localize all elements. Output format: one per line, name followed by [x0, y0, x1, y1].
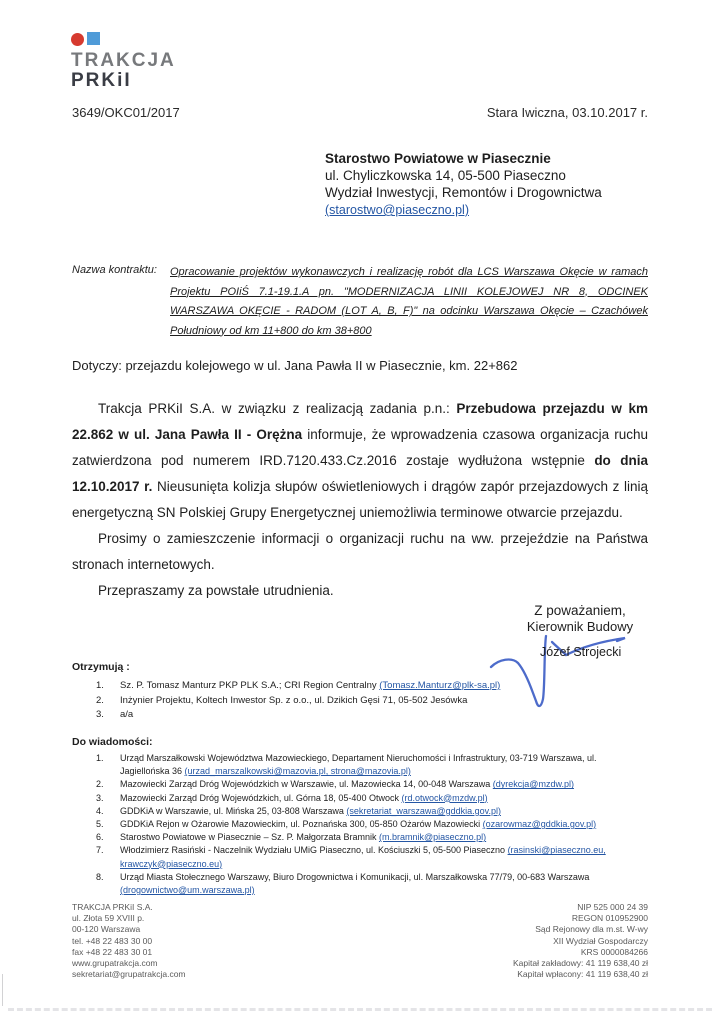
email-link[interactable]: (rd.otwock@mzdw.pl) — [401, 792, 488, 803]
list-item-text-segment: Inżynier Projektu, Koltech Inwestor Sp. z o.o., ul. Dzikich Gęsi 71, 05-502 Jesówka — [120, 694, 468, 706]
list-item-number: 1. — [96, 753, 104, 763]
list-item — [72, 792, 648, 805]
footer-line: fax +48 22 483 30 01 — [72, 946, 153, 957]
contract-label: Nazwa kontraktu: — [72, 264, 157, 276]
footer-line: sekretariat@grupatrakcja.com — [72, 969, 186, 980]
recipient-name: Starostwo Powiatowe w Piasecznie — [325, 151, 551, 166]
list-item-text — [120, 792, 648, 805]
brand-name-prkii: PRKiI — [71, 70, 132, 91]
list-item-text-segment: Starostwo Powiatowe w Piasecznie – Sz. P. Małgorzata Bramnik — [120, 832, 379, 843]
cc-list — [72, 752, 648, 897]
reference-number: 3649/OKC01/2017 — [72, 105, 180, 120]
email-link[interactable]: (m.bramnik@piaseczno.pl) — [378, 832, 487, 843]
email-link[interactable]: (Tomasz.Manturz@plk-sa.pl) — [379, 680, 501, 691]
list-item-number: 6. — [96, 832, 104, 843]
recipient-address-line2: Wydział Inwestycji, Remontów i Drogownictwa — [325, 185, 602, 200]
list-item-text-segment: Sz. P. Tomasz Manturz PKP PLK S.A.; CRI Region Centralny — [120, 680, 380, 691]
list-item-number: 8. — [96, 871, 104, 882]
body-text: Trakcja PRKiI S.A. w związku z realizacją zadania p.n.: — [98, 401, 457, 416]
reference-row — [72, 105, 648, 120]
logo-blue-square-icon — [87, 32, 100, 45]
list-item — [72, 871, 648, 897]
list-item-number: 2. — [96, 694, 104, 706]
footer-line: ul. Złota 59 XVIII p. — [72, 913, 145, 924]
footer-line: Kapitał wpłacony: 41 119 638,40 zł — [517, 969, 648, 980]
cc-list-heading: Do wiadomości: — [72, 736, 153, 748]
list-item-text — [120, 844, 648, 870]
logo-shapes — [71, 33, 176, 48]
list-item — [72, 778, 648, 791]
list-item-number: 1. — [96, 680, 104, 691]
scan-artifact-edge-line — [2, 974, 3, 1006]
list-item-text — [120, 752, 648, 778]
signer-name: Józef Strojecki — [540, 645, 622, 659]
subject-line: Dotyczy: przejazdu kolejowego w ul. Jana Pawła II w Piasecznie, km. 22+862 — [72, 358, 518, 373]
list-item-number: 3. — [96, 792, 104, 803]
list-item-text-segment: Urząd Marszałkowski Województwa Mazowieckiego, Departament Nieruchomości i Infrastruktury, 03-719 Warszawa, ul. Jagiellońska 36 — [120, 753, 597, 777]
place-date: Stara Iwiczna, 03.10.2017 r. — [486, 105, 648, 120]
list-item — [72, 818, 648, 831]
body-text: Nieusunięta kolizja słupów oświetleniowych i drągów zapór przejazdowych z linią energetyczną SN Polskiej Grupy Energetycznej uniemożliwia terminowe otwarcie przejazdu. — [72, 479, 648, 520]
body-text: informuje, że wprowadzenia czasowa organizacja ruchu zatwierdzona pod numerem IRD.7120.433.Cz.2016 zostaje wydłużona wstępnie — [72, 427, 649, 468]
body-text-bold: Przebudowa przejazdu w km 22.862 w ul. Jana Pawła II - Orężna — [72, 401, 648, 442]
contract-title: Opracowanie projektów wykonawczych i realizację robót dla LCS Warszawa Okęcie w ramach Projektu POIiŚ 7.1-19.1.A pn. "MODERNIZACJA LINII KOLEJOWEJ NR 8, ODCINEK WARSZAWA OKĘCIE - RADOM (LOT A, B, F)" na odcinku Warszawa Okęcie – Czachówek Południowy od km 11+800 do km 38+800 — [170, 266, 648, 337]
footer-line: www.grupatrakcja.com — [72, 958, 158, 969]
list-item-number: 3. — [96, 709, 104, 720]
brand-name-trakcja: TRAKCJA — [71, 50, 176, 71]
list-item-number: 5. — [96, 819, 104, 830]
list-item-text — [120, 831, 648, 844]
recipient-address-line1: ul. Chyliczkowska 14, 05-500 Piaseczno — [325, 168, 566, 183]
closing-phrase: Z poważaniem, — [534, 603, 626, 618]
contract-block — [72, 263, 648, 341]
footer-line: XII Wydział Gospodarczy — [553, 935, 648, 946]
list-item-text-segment: GDDKiA w Warszawie, ul. Mińska 25, 03-808 Warszawa — [120, 805, 347, 816]
list-item-text-segment: Mazowiecki Zarząd Dróg Wojewódzkich w Warszawie, ul. Mazowiecka 14, 00-048 Warszawa — [120, 779, 493, 790]
email-link[interactable]: (rasinski@piaseczno.eu, krawczyk@piaseczno.eu) — [120, 845, 606, 869]
list-item — [72, 708, 648, 723]
letter-body — [72, 396, 648, 604]
list-item-text — [120, 778, 648, 791]
list-item-text — [120, 871, 648, 897]
list-item — [72, 831, 648, 844]
footer-line: 00-120 Warszawa — [72, 924, 141, 935]
list-item-text — [120, 694, 648, 709]
list-item-text-segment: Włodzimierz Rasiński - Naczelnik Wydziału UMiG Piaseczno, ul. Kościuszki 5, 05-500 Piaseczno — [120, 845, 508, 856]
list-item — [72, 694, 648, 709]
logo-red-dot-icon — [71, 33, 84, 46]
footer-line: TRAKCJA PRKiI S.A. — [72, 902, 153, 912]
footer-line: Sąd Rejonowy dla m.st. W-wy — [535, 924, 648, 935]
email-link[interactable]: (urzad_marszalkowski@mazovia.pl, strona@mazovia.pl) — [184, 766, 411, 777]
list-item-text-segment: Urząd Miasta Stołecznego Warszawy, Biuro Drogownictwa i Komunikacji, ul. Marszałkowska 77/79, 00-683 Warszawa — [120, 871, 590, 882]
list-item-text-segment: a/a — [120, 709, 134, 720]
footer-line: KRS 0000084266 — [580, 946, 648, 957]
company-logo — [71, 33, 176, 91]
list-item-text — [120, 805, 648, 818]
list-item-text-segment: Mazowiecki Zarząd Dróg Wojewódzkich, ul. Górna 18, 05-400 Otwock — [120, 792, 402, 803]
footer-company-details — [72, 902, 186, 980]
footer-registry-details — [513, 902, 648, 980]
email-link[interactable]: (dyrekcja@mzdw.pl) — [492, 779, 574, 790]
list-item — [72, 805, 648, 818]
list-item — [72, 844, 648, 870]
email-link[interactable]: (ozarowmaz@gddkia.gov.pl) — [482, 819, 597, 830]
recipients-list — [72, 679, 648, 723]
recipients-list-section — [72, 661, 648, 723]
signer-title: Kierownik Budowy — [526, 619, 634, 634]
footer-line: NIP 525 000 24 39 — [577, 902, 648, 912]
recipients-list-heading: Otrzymują : — [72, 661, 130, 673]
list-item-number: 4. — [96, 805, 104, 816]
list-item — [72, 679, 648, 694]
list-item-text — [120, 679, 648, 694]
body-text-bold: do dnia 12.10.2017 r. — [72, 453, 648, 494]
footer-line: tel. +48 22 483 30 00 — [72, 935, 153, 946]
body-paragraph-1 — [72, 396, 648, 526]
body-paragraph-3: Przepraszamy za powstałe utrudnienia. — [98, 583, 334, 598]
list-item-number: 7. — [96, 845, 104, 856]
list-item-text — [120, 708, 648, 723]
closing-block — [505, 603, 655, 634]
footer-line: REGON 010952900 — [571, 913, 648, 924]
email-link[interactable]: (drogownictwo@um.warszawa.pl) — [120, 885, 255, 896]
list-item — [72, 752, 648, 778]
list-item-number: 2. — [96, 779, 104, 790]
list-item-text-segment: GDDKiA Rejon w Ożarowie Mazowieckim, ul. Poznańska 300, 05-850 Ożarów Mazowiecki — [120, 819, 483, 830]
recipient-block — [325, 150, 602, 219]
scan-artifact-dashed-line — [8, 1008, 712, 1011]
body-paragraph-2: Prosimy o zamieszczenie informacji o organizacji ruchu na ww. przejeździe na Państwa stronach internetowych. — [72, 531, 648, 572]
letter-footer — [72, 902, 648, 980]
footer-line: Kapitał zakładowy: 41 119 638,40 zł — [513, 958, 648, 969]
recipient-email-link[interactable]: (starostwo@piaseczno.pl) — [325, 203, 469, 217]
cc-list-section — [72, 736, 648, 897]
email-link[interactable]: (sekretariat_warszawa@gddkia.gov.pl) — [346, 805, 501, 816]
list-item-text — [120, 818, 648, 831]
